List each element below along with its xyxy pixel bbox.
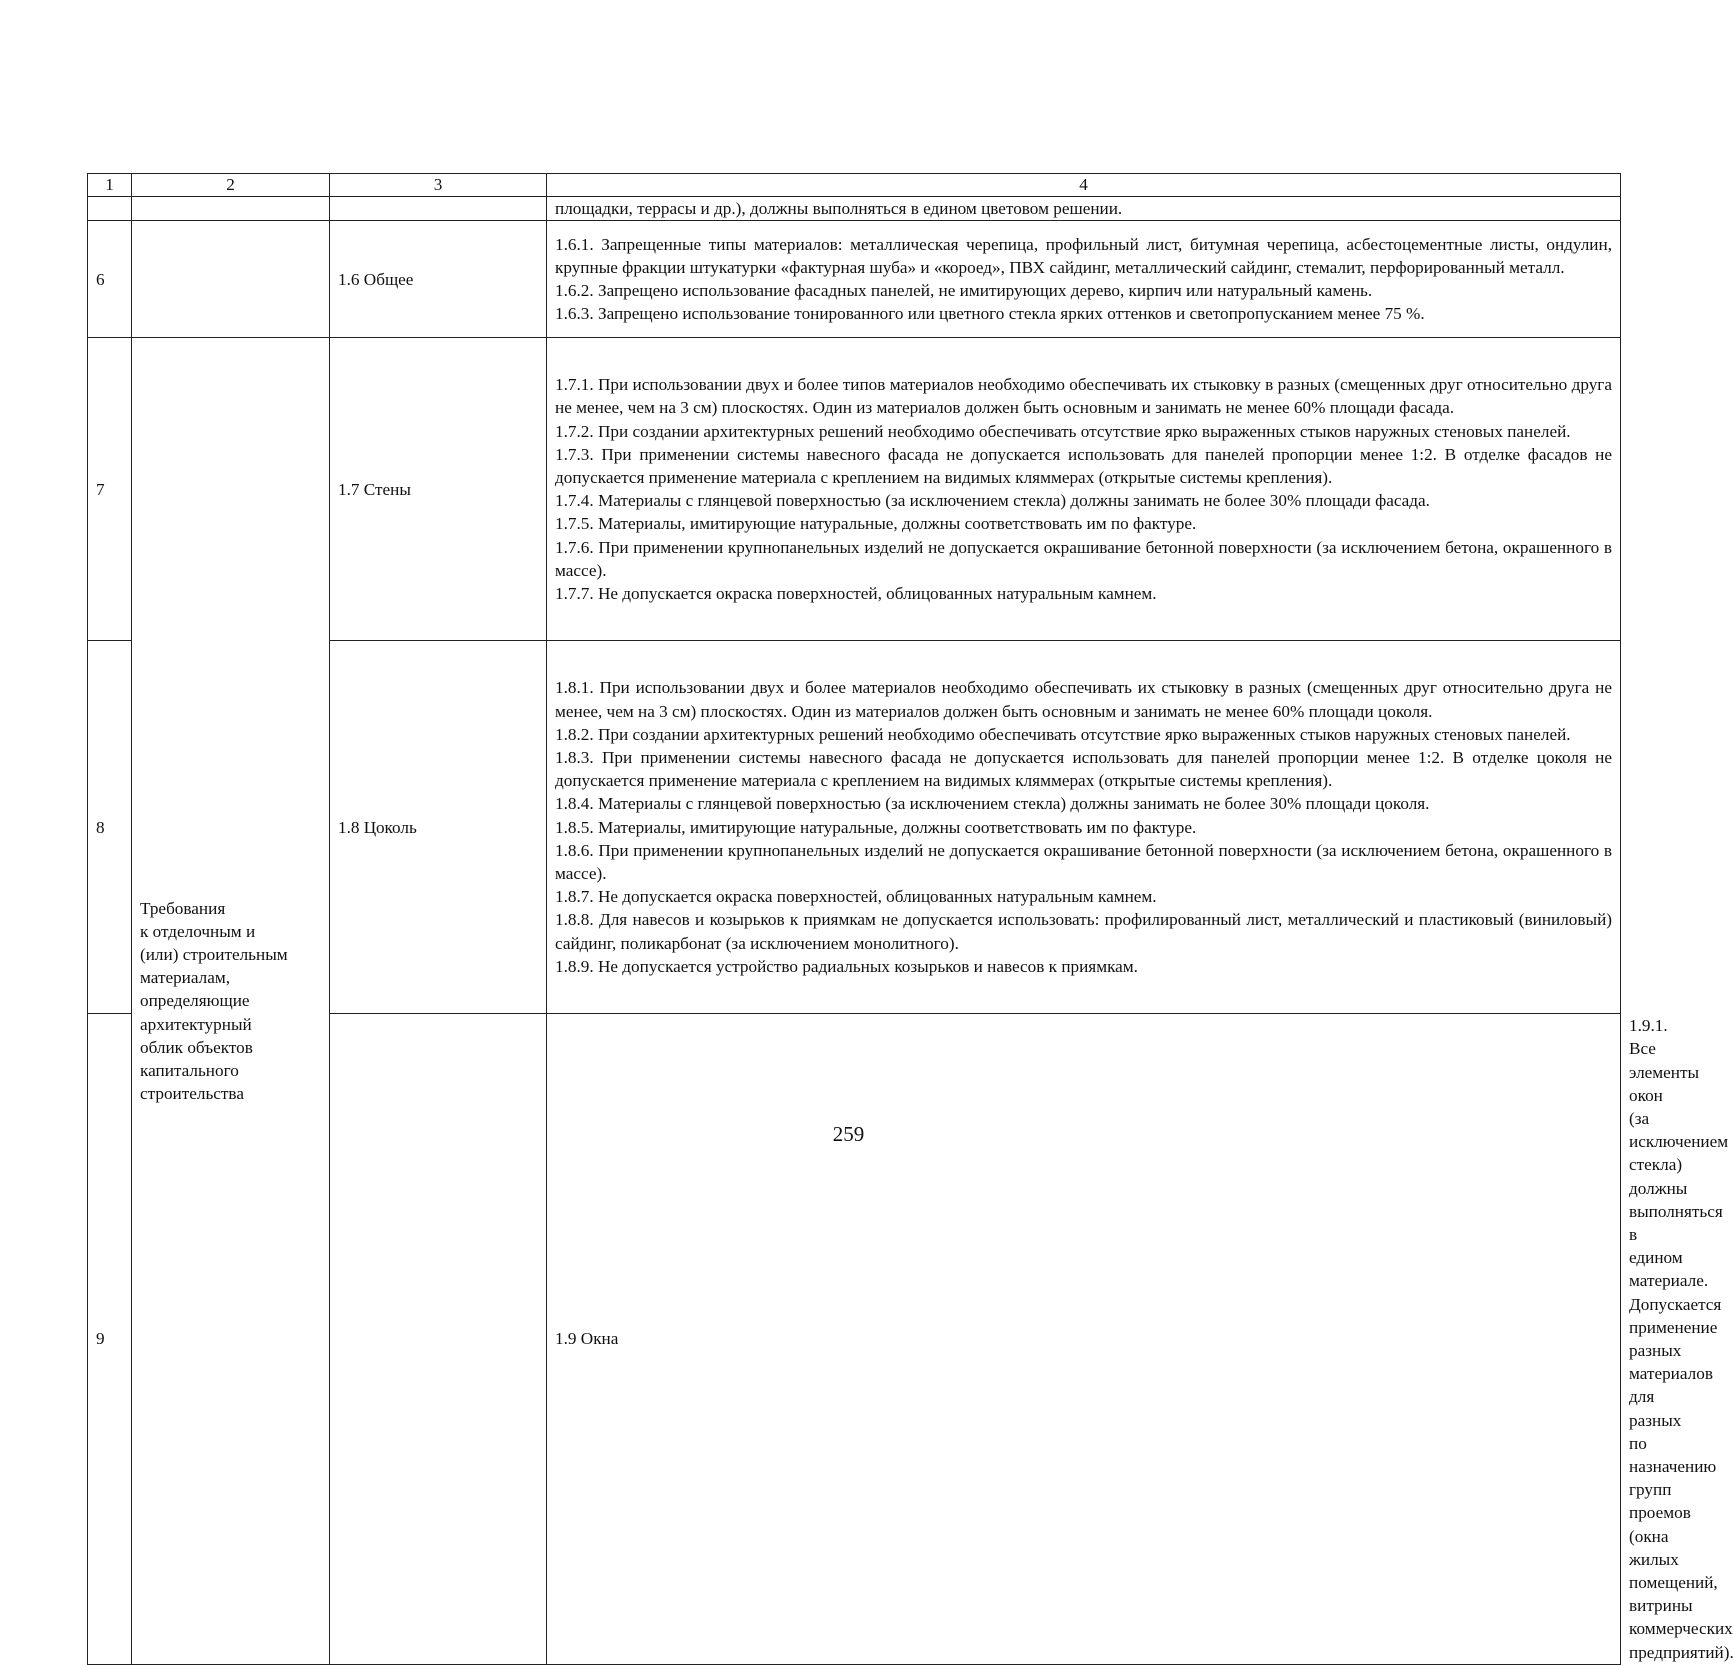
requirement-item: 1.8.2. При создании архитектурных решений необходимо обеспечивать отсутствие ярко выраженных стыков наружных стеновых панелей. (555, 724, 1571, 744)
requirement-item: 1.7.7. Не допускается окраска поверхностей, облицованных натуральным камнем. (555, 584, 1157, 604)
header-col-3: 3 (330, 174, 547, 197)
row-section: 1.7 Стены (330, 338, 547, 641)
row-section: 1.8 Цоколь (330, 641, 547, 1014)
cont-empty-1 (88, 197, 132, 221)
requirement-item: 1.8.1. При использовании двух и более материалов необходимо обеспечивать их стыковку в разных (смещенных друг относительно друга не менее, чем на 3 см) плоскостях. Один из материалов должен быть основным и занимать не менее 60% площади цоколя. (555, 678, 1612, 721)
continuation-row (88, 197, 1621, 221)
header-col-1: 1 (88, 174, 132, 197)
row-number: 6 (88, 221, 132, 338)
requirement-item: 1.7.1. При использовании двух и более типов материалов необходимо обеспечивать их стыковку в разных (смещенных друг относительно друга не менее, чем на 3 см) плоскостях. Один из материалов должен быть основным и занимать не менее 60% площади фасада. (555, 375, 1612, 418)
requirement-item: 1.8.9. Не допускается устройство радиальных козырьков и навесов к приямкам. (555, 956, 1138, 976)
row-requirements (547, 338, 1621, 641)
requirement-item: 1.8.6. При применении крупнопанельных изделий не допускается окрашивание бетонной поверхности (за исключением бетона, окрашенного в массе). (555, 840, 1612, 883)
row-number: 8 (88, 641, 132, 1014)
row-section: 1.6 Общее (330, 221, 547, 338)
row-requirements (547, 221, 1621, 338)
cont-empty-3 (330, 197, 547, 221)
page-number: 259 (832, 1122, 865, 1146)
header-col-4: 4 (547, 174, 1621, 197)
table-row: 9 1.9 Окна 1.9.1. Все элементы окон (за исключением стекла) должны выполняться в едином материале. Допускается применение разных материалов для разных по назначению групп проемов (окна жилых помещений, витрины коммерческих предприятий). (88, 1014, 1621, 1665)
header-row (88, 174, 1621, 197)
row-number: 7 (88, 338, 132, 641)
requirement-item: 1.7.2. При создании архитектурных решений необходимо обеспечивать отсутствие ярко выраженных стыков наружных стеновых панелей. (555, 421, 1571, 441)
requirement-item: 1.7.6. При применении крупнопанельных изделий не допускается окрашивание бетонной поверхности (за исключением бетона, окрашенного в массе). (555, 537, 1612, 580)
row-section: 1.9 Окна (547, 1014, 1621, 1665)
row-requirements (547, 641, 1621, 1014)
category-cell: Требования к отделочным и (или) строительным материалам, определяющие архитектурный облик объектов капитального строительства (132, 338, 330, 1665)
requirement-item: 1.8.5. Материалы, имитирующие натуральные, должны соответствовать им по фактуре. (555, 817, 1197, 837)
requirement-item: 1.8.8. Для навесов и козырьков к приямкам не допускается использовать: профилированный лист, металлический и пластиковый (виниловый) сайдинг, поликарбонат (за исключением монолитного). (555, 910, 1612, 953)
requirement-item: 1.6.1. Запрещенные типы материалов: металлическая черепица, профильный лист, битумная черепица, асбестоцементные листы, ондулин, крупные фракции штукатурки «фактурная шуба» и «короед», ПВХ сайдинг, металлический сайдинг, стемалит, перфорированный металл. (555, 234, 1612, 277)
row-number: 9 (88, 1014, 132, 1665)
requirement-item: 1.6.2. Запрещено использование фасадных панелей, не имитирующих дерево, кирпич или натуральный камень. (555, 281, 1373, 301)
cont-empty-2 (132, 197, 330, 221)
requirement-item: 1.8.3. При применении системы навесного фасада не допускается использовать для панелей пропорции менее 1:2. В отделке цоколя не допускается применение материала с креплением на видимых кляммерах (открытые системы крепления). (555, 747, 1612, 791)
cont-text: площадки, террасы и др.), должны выполняться в едином цветовом решении. (547, 197, 1621, 221)
requirement-item: 1.8.7. Не допускается окраска поверхностей, облицованных натуральным камнем. (555, 887, 1157, 907)
table-row (88, 338, 1621, 641)
requirement-item: 1.8.4. Материалы с глянцевой поверхностью (за исключением стекла) должны занимать не более 30% площади цоколя. (555, 794, 1430, 814)
requirement-item: 1.6.3. Запрещено использование тонированного или цветного стекла ярких оттенков и светопропусканием менее 75 %. (555, 304, 1425, 324)
requirement-item: 1.7.3. При применении системы навесного фасада не допускается использовать для панелей пропорции менее 1:2. В отделке фасадов не допускается применение материала с креплением на видимых кляммерах (открытые системы крепления). (555, 444, 1612, 487)
header-col-2: 2 (132, 174, 330, 197)
requirements-table (87, 173, 1734, 1665)
requirement-item: 1.7.4. Материалы с глянцевой поверхностью (за исключением стекла) должны занимать не более 30% площади фасада. (555, 491, 1430, 511)
requirement-item: 1.7.5. Материалы, имитирующие натуральные, должны соответствовать им по фактуре. (555, 514, 1197, 534)
row-category-empty (132, 221, 330, 338)
table-row (88, 221, 1621, 338)
row-category-empty (330, 1014, 547, 1665)
